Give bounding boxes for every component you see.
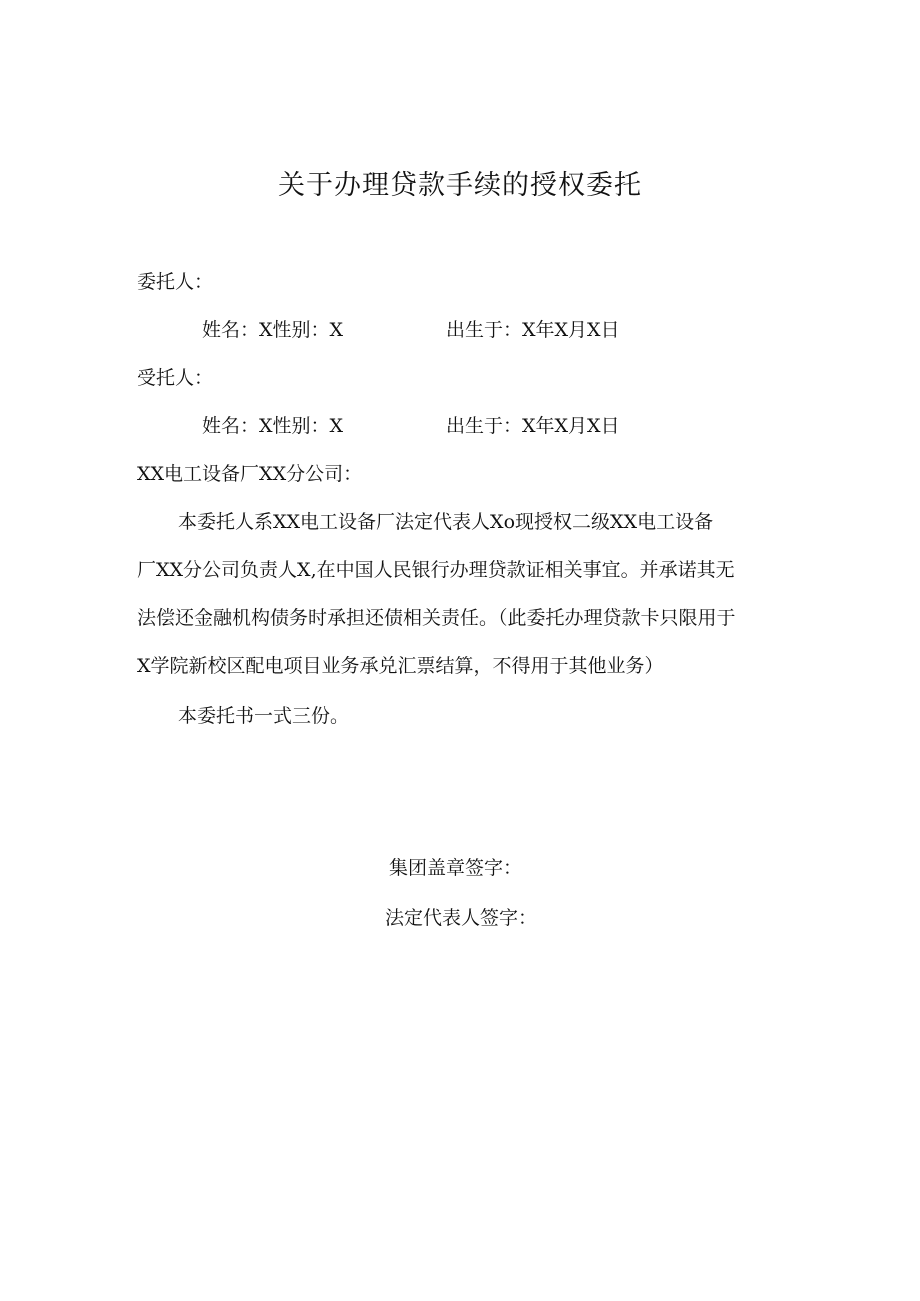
- copies-note: 本委托书一式三份。: [178, 705, 350, 727]
- agent-name-gender: 姓名：X性别：X: [202, 415, 344, 437]
- document-title: 关于办理贷款手续的授权委托: [278, 170, 642, 201]
- body-line: 厂XX分公司负责人X,在中国人民银行办理贷款证相关事宜。并承诺其无: [137, 559, 735, 581]
- body-line: X学院新校区配电项目业务承兑汇票结算，不得用于其他业务）: [137, 655, 664, 677]
- agent-label: 受托人：: [137, 367, 214, 389]
- agent-birth: 出生于：X年X月X日: [446, 415, 620, 437]
- recipient-line: XX电工设备厂XX分公司：: [137, 463, 363, 485]
- seal-signature-label: 集团盖章签字：: [389, 857, 523, 879]
- principal-label: 委托人：: [137, 271, 214, 293]
- body-line: 法偿还金融机构债务时承担还债相关责任。（此委托办理贷款卡只限用于: [137, 607, 736, 629]
- legal-rep-signature-label: 法定代表人签字：: [385, 907, 538, 929]
- principal-birth: 出生于：X年X月X日: [446, 319, 620, 341]
- body-line: 本委托人系XX电工设备厂法定代表人Xo现授权二级XX电工设备: [178, 511, 714, 533]
- principal-name-gender: 姓名：X性别：X: [202, 319, 344, 341]
